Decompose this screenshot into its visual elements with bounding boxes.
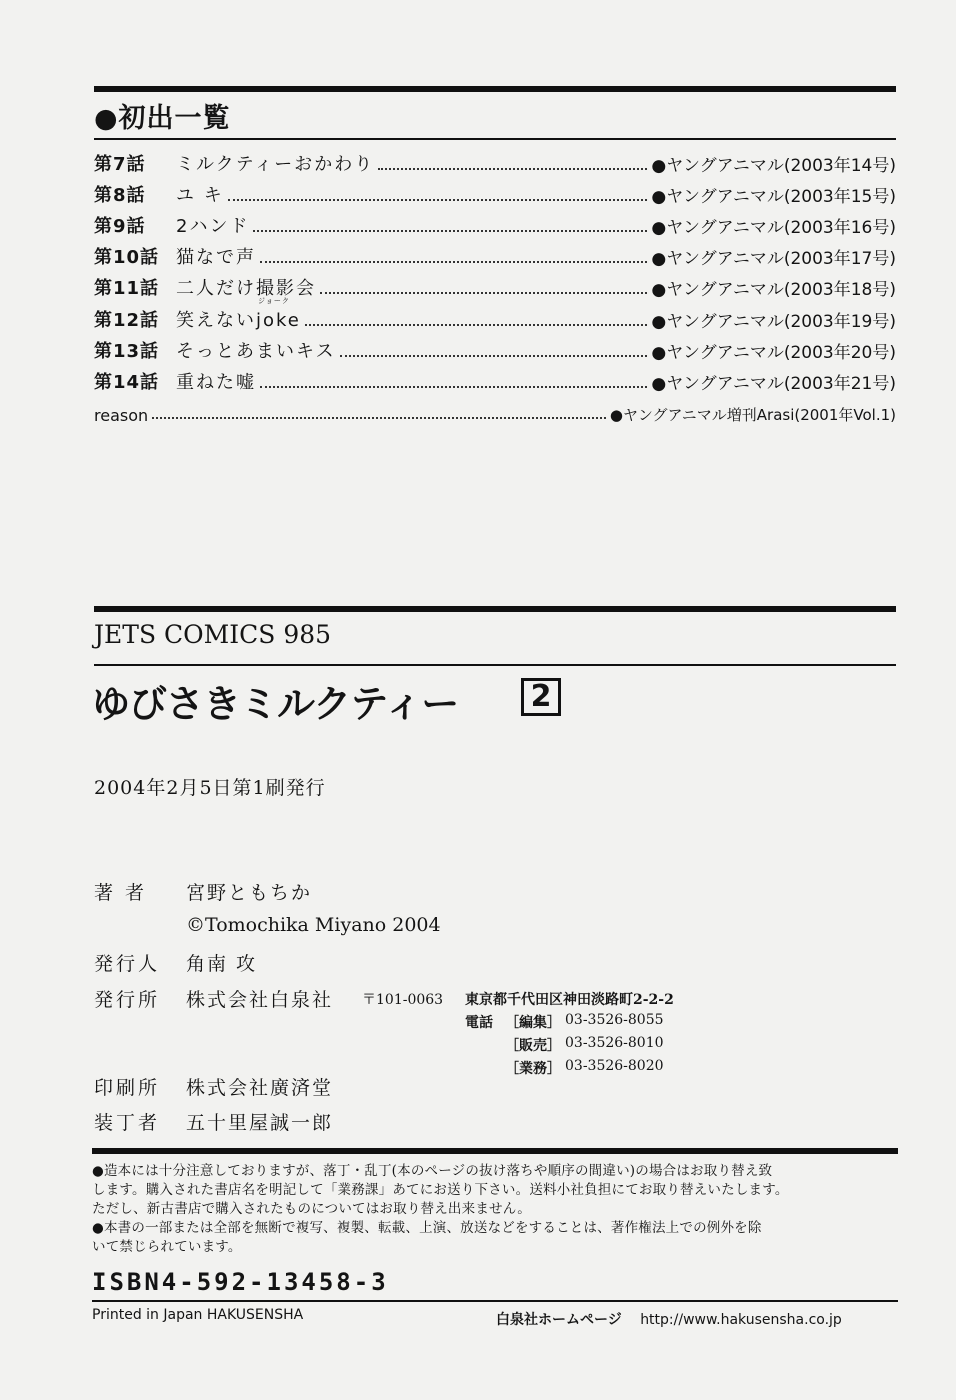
episode-source: ●ヤングアニマル(2003年19号) <box>651 312 896 332</box>
phone-dept: ［編集］ <box>505 1015 561 1031</box>
episode-number: 第10話 <box>94 247 160 268</box>
designer-name: 五十里屋誠一郎 <box>186 1112 334 1134</box>
leader-dots <box>228 199 648 201</box>
printer-label: 印刷所 <box>94 1077 161 1099</box>
notice-line: します。購入された書店名を明記して「業務課」あてにお送り下さい。送料小社負担にてお取り替えいたします。 <box>92 1182 789 1198</box>
episode-source: ●ヤングアニマル(2003年14号) <box>651 156 896 176</box>
isbn: ISBN4-592-13458-3 <box>92 1268 389 1296</box>
notice-line: ●造本には十分注意しておりますが、落丁・乱丁(本のページの抜け落ちや順序の間違い)の場合はお取り替え致 <box>92 1163 773 1179</box>
notice-line: ただし、新古書店で購入されたものについてはお取り替え出来ません。 <box>92 1201 531 1217</box>
leader-dots <box>253 230 647 232</box>
episode-number: 第12話 <box>94 310 160 331</box>
author-name: 宮野ともちか <box>186 882 313 904</box>
printer-name: 株式会社廣済堂 <box>186 1077 334 1099</box>
episode-source: ●ヤングアニマル(2003年15号) <box>651 187 896 207</box>
publication-date: 2004年2月5日第1刷発行 <box>94 777 326 799</box>
episode-number: 第8話 <box>94 185 146 206</box>
list-item <box>94 366 896 394</box>
notice-line: ●本書の一部または全部を無断で複写、複製、転載、上演、放送などをすることは、著作権法上での例外を除 <box>92 1220 762 1236</box>
homepage-label: 白泉社ホームページ <box>496 1312 622 1328</box>
list-item <box>94 148 896 176</box>
phone-number: 03-3526-8055 <box>565 1012 664 1028</box>
episode-source: ●ヤングアニマル(2003年17号) <box>651 249 896 269</box>
episode-source: ●ヤングアニマル(2003年16号) <box>651 218 896 238</box>
phone-number: 03-3526-8010 <box>565 1035 664 1051</box>
homepage-url[interactable]: http://www.hakusensha.co.jp <box>640 1312 842 1328</box>
leader-dots <box>378 168 647 170</box>
list-item <box>94 397 896 425</box>
leader-dots <box>340 355 648 357</box>
notice-text <box>92 1162 902 1257</box>
book-title: ゆびさきミルクティー <box>92 682 459 726</box>
episode-number: 第13話 <box>94 341 160 362</box>
phone-dept: ［販売］ <box>505 1038 561 1054</box>
episode-source: ●ヤングアニマル(2003年18号) <box>651 280 896 300</box>
volume-number: 2 <box>521 678 561 716</box>
list-item <box>94 241 896 269</box>
list-item <box>94 210 896 238</box>
heading-rule <box>94 138 896 140</box>
episode-title: そっとあまいキス <box>176 341 336 362</box>
episode-title: ミルクティーおかわり <box>176 154 375 175</box>
phone-dept: ［業務］ <box>505 1061 561 1077</box>
printed-in: Printed in Japan HAKUSENSHA <box>92 1307 304 1323</box>
episode-title <box>176 297 301 332</box>
episode-title-text: 笑えないjoke <box>176 310 301 331</box>
episode-title: 二人だけ撮影会 <box>176 278 316 299</box>
leader-dots <box>305 324 647 326</box>
episode-source: ●ヤングアニマル増刊Arasi(2001年Vol.1) <box>609 406 896 424</box>
top-rule <box>94 86 896 92</box>
homepage <box>496 1309 842 1329</box>
postal-code: 〒101-0063 <box>362 992 444 1008</box>
episode-number: 第9話 <box>94 216 146 237</box>
publisher-name: 株式会社白泉社 <box>186 989 334 1011</box>
publisher-person-label: 発行人 <box>94 953 161 975</box>
episode-source: ●ヤングアニマル(2003年21号) <box>651 374 896 394</box>
list-item <box>94 272 896 300</box>
list-item <box>94 335 896 363</box>
isbn-rule <box>92 1300 898 1302</box>
publisher-person: 角南 攻 <box>186 953 258 975</box>
episode-title: 2ハンド <box>176 216 250 237</box>
episode-title: ユ キ <box>176 185 224 206</box>
episode-number: 第14話 <box>94 372 160 393</box>
publisher-label: 発行所 <box>94 989 161 1011</box>
series-rule-bottom <box>94 664 896 666</box>
author-label: 著 者 <box>94 882 148 904</box>
episode-number: 第11話 <box>94 278 160 299</box>
episode-source: ●ヤングアニマル(2003年20号) <box>651 343 896 363</box>
copyright: ©Tomochika Miyano 2004 <box>186 914 441 936</box>
notice-line: いて禁じられています。 <box>92 1239 242 1255</box>
phone-label: 電話 <box>465 1015 493 1031</box>
series-name: JETS COMICS 985 <box>94 620 332 649</box>
leader-dots <box>320 292 647 294</box>
episode-title: 猫なで声 <box>176 247 256 268</box>
address: 東京都千代田区神田淡路町2-2-2 <box>465 992 674 1008</box>
leader-dots <box>260 386 647 388</box>
episode-title: 重ねた嘘 <box>176 372 256 393</box>
notice-rule <box>92 1148 898 1154</box>
phone-number: 03-3526-8020 <box>565 1058 664 1074</box>
leader-dots <box>260 261 647 263</box>
ruby-annotation: ジョーク <box>258 297 290 305</box>
episode-number: reason <box>94 406 149 425</box>
first-appearance-heading: ●初出一覧 <box>94 103 231 134</box>
series-rule-top <box>94 606 896 612</box>
list-item <box>94 179 896 207</box>
episode-number: 第7話 <box>94 154 146 175</box>
designer-label: 装丁者 <box>94 1112 161 1134</box>
list-item <box>94 297 896 332</box>
leader-dots <box>152 417 606 419</box>
